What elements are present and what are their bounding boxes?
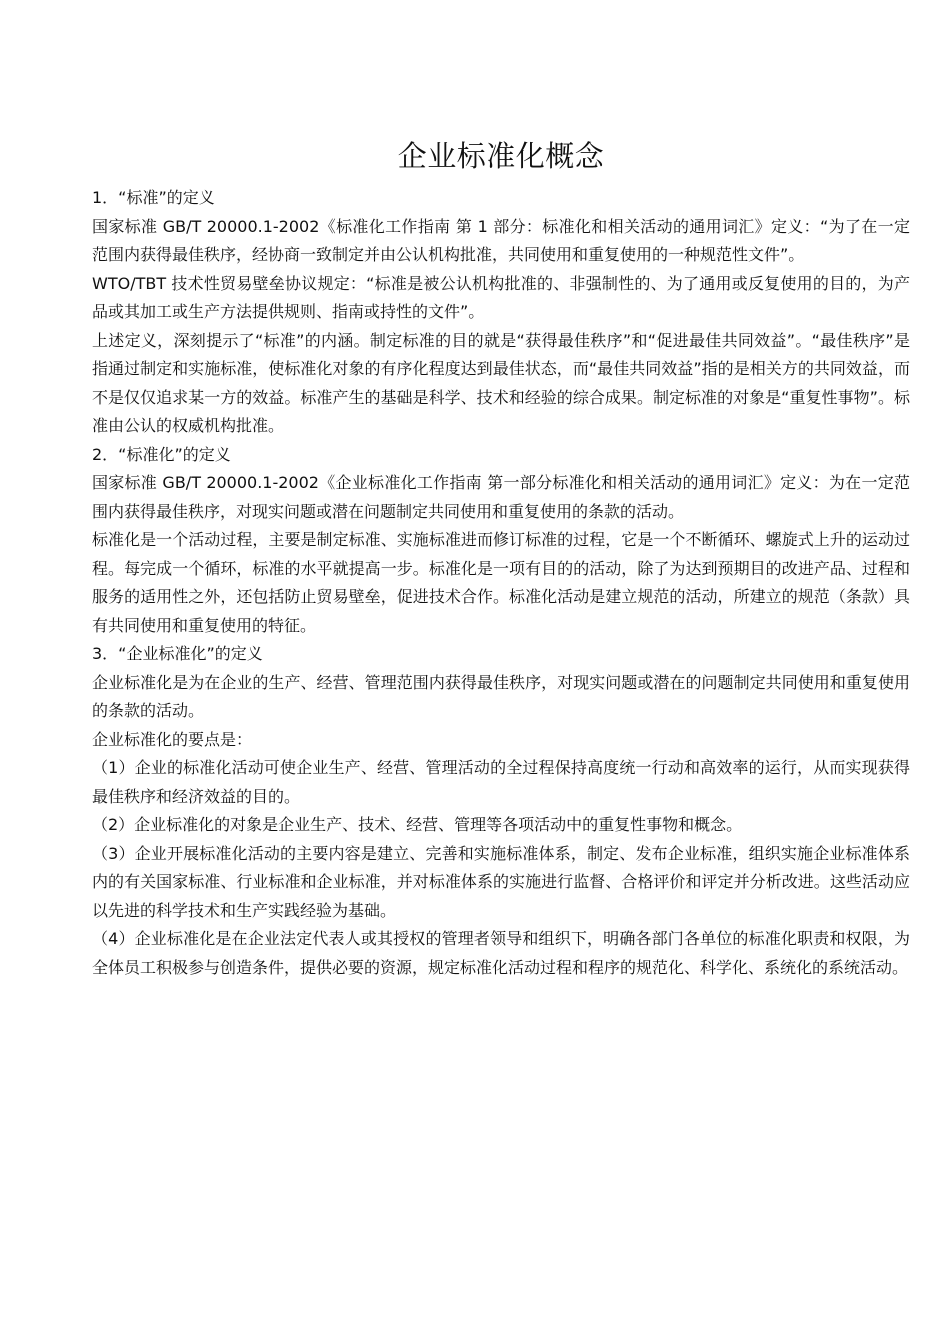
section-heading-standard-definition: 1．“标准”的定义 (92, 188, 215, 207)
paragraph-standard-connotation: 上述定义，深刻提示了“标准”的内涵。制定标准的目的就是“获得最佳秩序”和“促进最佳共同效益”。“最佳秩序”是指通过制定和实施标准，使标准化对象的有序化程度达到最佳状态，而“最佳共同效益”指的是相关方的共同效益，而不是仅仅追求某一方的效益。标准产生的基础是科学、技术和经验的综合成果。制定标准的对象是“重复性事物”。标准由公认的权威机构批准。 (92, 330, 910, 435)
section-heading-enterprise-standardization: 3．“企业标准化”的定义 (92, 644, 263, 663)
document-title: 企业标准化概念 (397, 139, 605, 173)
list-item-key-point-1: （1）企业的标准化活动可使企业生产、经营、管理活动的全过程保持高度统一行动和高效率的运行，从而实现获得最佳秩序和经济效益的目的。 (92, 758, 910, 806)
paragraph-standardization-process: 标准化是一个活动过程，主要是制定标准、实施标准进而修订标准的过程，它是一个不断循环、螺旋式上升的运动过程。每完成一个循环，标准的水平就提高一步。标准化是一项有目的的活动，除了为达到预期目的改进产品、过程和服务的适用性之外，还包括防止贸易壁垒，促进技术合作。标准化活动是建立规范的活动，所建立的规范（条款）具有共同使用和重复使用的特征。 (92, 530, 910, 635)
list-item-key-point-4: （4）企业标准化是在企业法定代表人或其授权的管理者领导和组织下，明确各部门各单位的标准化职责和权限，为全体员工积极参与创造条件，提供必要的资源，规定标准化活动过程和程序的规范化、科学化、系统化的系统活动。 (92, 929, 910, 977)
section-heading-standardization-definition: 2．“标准化”的定义 (92, 444, 231, 464)
paragraph-gbt-standard-definition: 国家标准 GB/T 20000.1-2002《标准化工作指南 第 1 部分：标准化和相关活动的通用词汇》定义：“为了在一定范围内获得最佳秩序，经协商一致制定并由公认机构批准，共同使用和重复使用的一种规范性文件”。 (92, 216, 910, 264)
list-item-key-point-3: （3）企业开展标准化活动的主要内容是建立、完善和实施标准体系，制定、发布企业标准，组织实施企业标准体系内的有关国家标准、行业标准和企业标准，并对标准体系的实施进行监督、合格评价和评定并分析改进。这些活动应以先进的科学技术和生产实践经验为基础。 (92, 843, 910, 920)
paragraph-enterprise-standardization-definition: 企业标准化是为在企业的生产、经营、管理范围内获得最佳秩序，对现实问题或潜在的问题制定共同使用和重复使用的条款的活动。 (92, 672, 910, 720)
paragraph-wto-tbt-definition: WTO/TBT 技术性贸易壁垒协议规定：“标准是被公认机构批准的、非强制性的、为了通用或反复使用的目的，为产品或其加工或生产方法提供规则、指南或持性的文件”。 (92, 273, 910, 321)
paragraph-key-points-intro: 企业标准化的要点是： (92, 729, 253, 749)
paragraph-gbt-standardization-definition: 国家标准 GB/T 20000.1-2002《企业标准化工作指南 第一部分标准化和相关活动的通用词汇》定义：为在一定范围内获得最佳秩序，对现实问题或潜在问题制定共同使用和重复使用的条款的活动。 (92, 473, 910, 521)
document-page (92, 132, 910, 982)
list-item-key-point-2: （2）企业标准化的对象是企业生产、技术、经营、管理等各项活动中的重复性事物和概念。 (92, 815, 743, 834)
